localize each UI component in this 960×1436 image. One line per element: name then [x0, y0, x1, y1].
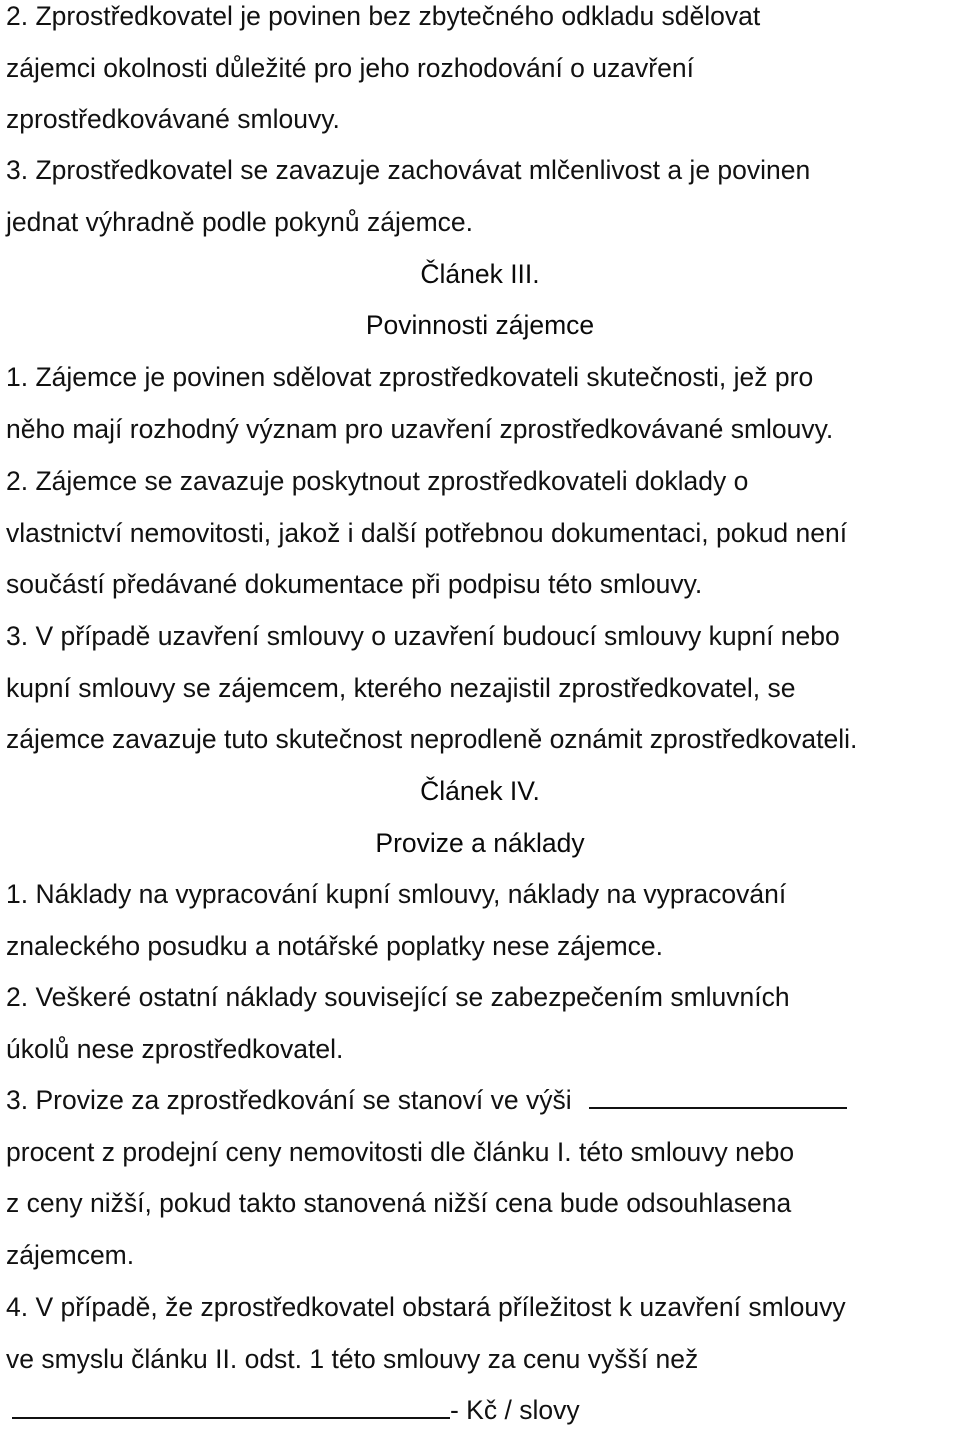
paragraph-text: 3. Provize za zprostředkování se stanoví ve výši	[6, 1085, 572, 1115]
paragraph-line: z ceny nižší, pokud takto stanovená nižší cena bude odsouhlasena	[6, 1188, 792, 1218]
paragraph-line: 4. V případě, že zprostředkovatel obstará příležitost k uzavření smlouvy	[6, 1292, 846, 1322]
paragraph-line: 3. V případě uzavření smlouvy o uzavření budoucí smlouvy kupní nebo	[6, 621, 840, 651]
paragraph-line: zájemcem.	[6, 1240, 135, 1270]
paragraph-line	[6, 1074, 847, 1126]
article-heading: Článek IV.	[420, 776, 540, 806]
paragraph-line: jednat výhradně podle pokynů zájemce.	[6, 207, 473, 237]
paragraph-line	[12, 1384, 580, 1436]
paragraph-line: ve smyslu článku II. odst. 1 této smlouvy za cenu vyšší než	[6, 1344, 699, 1374]
paragraph-line: 1. Náklady na vypracování kupní smlouvy, náklady na vypracování	[6, 879, 787, 909]
paragraph-line: kupní smlouvy se zájemcem, kterého nezajistil zprostředkovatel, se	[6, 673, 796, 703]
paragraph-line: 2. Zprostředkovatel je povinen bez zbytečného odkladu sdělovat	[6, 1, 761, 31]
paragraph-line: znaleckého posudku a notářské poplatky nese zájemce.	[6, 931, 664, 961]
paragraph-line: vlastnictví nemovitosti, jakož i další potřebnou dokumentaci, pokud není	[6, 518, 848, 548]
paragraph-line: 2. Zájemce se zavazuje poskytnout zprostředkovateli doklady o	[6, 466, 749, 496]
paragraph-line: 3. Zprostředkovatel se zavazuje zachovávat mlčenlivost a je povinen	[6, 155, 811, 185]
fill-in-blank	[12, 1387, 450, 1419]
paragraph-line: součástí předávané dokumentace při podpisu této smlouvy.	[6, 569, 703, 599]
article-subheading: Povinnosti zájemce	[365, 310, 595, 340]
paragraph-line: procent z prodejní ceny nemovitosti dle článku I. této smlouvy nebo	[6, 1137, 795, 1167]
paragraph-text: - Kč / slovy	[450, 1395, 580, 1425]
paragraph-line: úkolů nese zprostředkovatel.	[6, 1034, 344, 1064]
paragraph-line: 2. Veškeré ostatní náklady související se zabezpečením smluvních	[6, 982, 790, 1012]
fill-in-blank	[589, 1077, 847, 1109]
article-heading: Článek III.	[420, 259, 540, 289]
article-subheading: Provize a náklady	[375, 828, 585, 858]
paragraph-line: 1. Zájemce je povinen sdělovat zprostředkovateli skutečnosti, jež pro	[6, 362, 814, 392]
paragraph-line: zprostředkovávané smlouvy.	[6, 104, 340, 134]
paragraph-line: něho mají rozhodný význam pro uzavření zprostředkovávané smlouvy.	[6, 414, 834, 444]
paragraph-line: zájemce zavazuje tuto skutečnost neprodleně oznámit zprostředkovateli.	[6, 724, 858, 754]
paragraph-line: zájemci okolnosti důležité pro jeho rozhodování o uzavření	[6, 53, 694, 83]
